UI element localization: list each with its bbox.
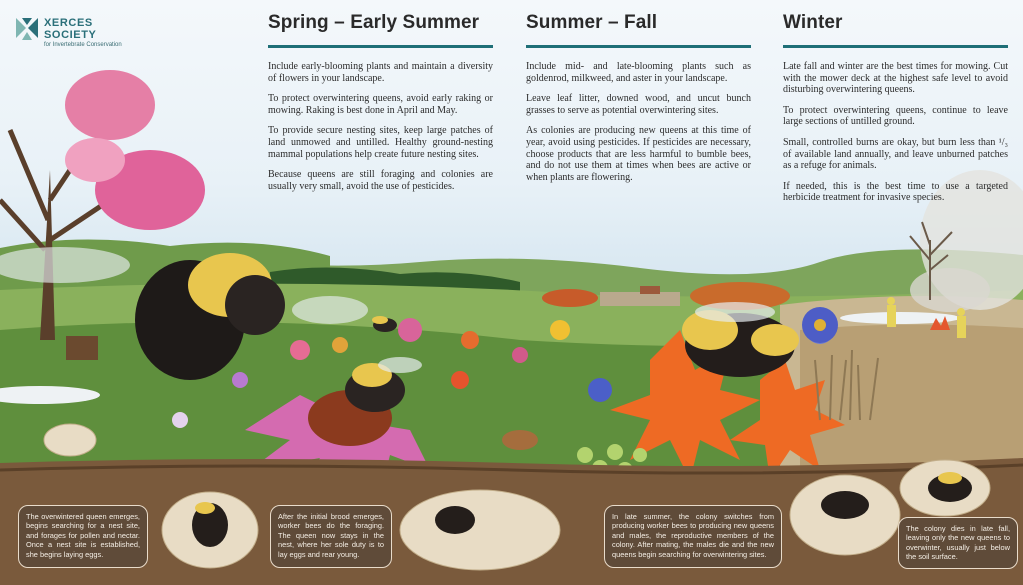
season-column-winter (783, 12, 1008, 213)
season-title: Summer – Fall (526, 12, 658, 33)
logo-subtitle: for Invertebrate Conservation (44, 42, 122, 48)
season-paragraph: If needed, this is the best time to use a targeted herbicide treatment for invasive species. (783, 180, 1008, 204)
lifecycle-caption-overwinter: The colony dies in late fall, leaving only the new queens to overwinter, usually just below the soil surface. (898, 517, 1018, 569)
season-column-spring (268, 12, 493, 201)
season-paragraph: To protect overwintering queens, avoid early raking or mowing. Raking is best done in April and May. (268, 93, 493, 116)
season-paragraph: Include early-blooming plants and maintain a diversity of flowers in your landscape. (268, 61, 493, 84)
season-paragraph: Include mid- and late-blooming plants such as goldenrod, milkweed, and aster in your landscape. (526, 61, 751, 84)
nest-box (66, 336, 98, 360)
lifecycle-caption-workers: After the initial brood emerges, worker bees do the foraging. The queen now stays in the nest, where her sole duty is to lay eggs and rear young. (270, 505, 392, 568)
season-paragraph: Late fall and winter are the best times for mowing. Cut with the mower deck at the highest safe level to avoid disturbing overwintering queens. (783, 61, 1008, 96)
season-paragraph: To protect overwintering queens, continue to leave large sections of untilled ground. (783, 104, 1008, 128)
season-paragraph: To provide secure nesting sites, keep large patches of land unmowed and untilled. Healthy ground-nesting mammal populations help create future nesting sites. (268, 125, 493, 160)
season-title: Winter (783, 12, 843, 33)
logo-wordmark: XERCES SOCIETY (44, 17, 97, 41)
season-paragraph: Leave leaf litter, downed wood, and uncut bunch grasses to serve as potential overwintering sites. (526, 93, 751, 116)
farm-buildings (600, 292, 680, 306)
xerces-butterfly-icon (14, 16, 40, 42)
season-title: Spring – Early Summer (268, 12, 480, 33)
season-paragraph: Because queens are still foraging and colonies are usually very small, avoid the use of pesticides. (268, 169, 493, 192)
season-paragraph: Small, controlled burns are okay, but burn less than ¹/₃ of available land annually, and leave unburned patches as a refuge for animals. (783, 136, 1008, 172)
lifecycle-caption-new-queens: In late summer, the colony switches from producing worker bees to producing new queens and males, the reproductive members of the colony. After mating, the males die and the new queens begin searching for overwintering sites. (604, 505, 782, 568)
season-paragraph: As colonies are producing new queens at this time of year, avoid using pesticides. If pesticides are necessary, choose products that are less harmful to bumble bees, and do not use them at times when bees are active or when plants are flowering. (526, 125, 751, 183)
snow-patch (840, 312, 960, 324)
chipmunk (502, 430, 538, 450)
lifecycle-caption-emergence: The overwintered queen emerges, begins searching for a nest site, and forages for pollen and nectar. Once a nest site is established, she begins laying eggs. (18, 505, 148, 568)
season-column-summer-fall (526, 12, 751, 192)
section-divider (783, 45, 1008, 48)
section-divider (526, 45, 751, 48)
xerces-society-logo (14, 14, 124, 50)
section-divider (268, 45, 493, 48)
